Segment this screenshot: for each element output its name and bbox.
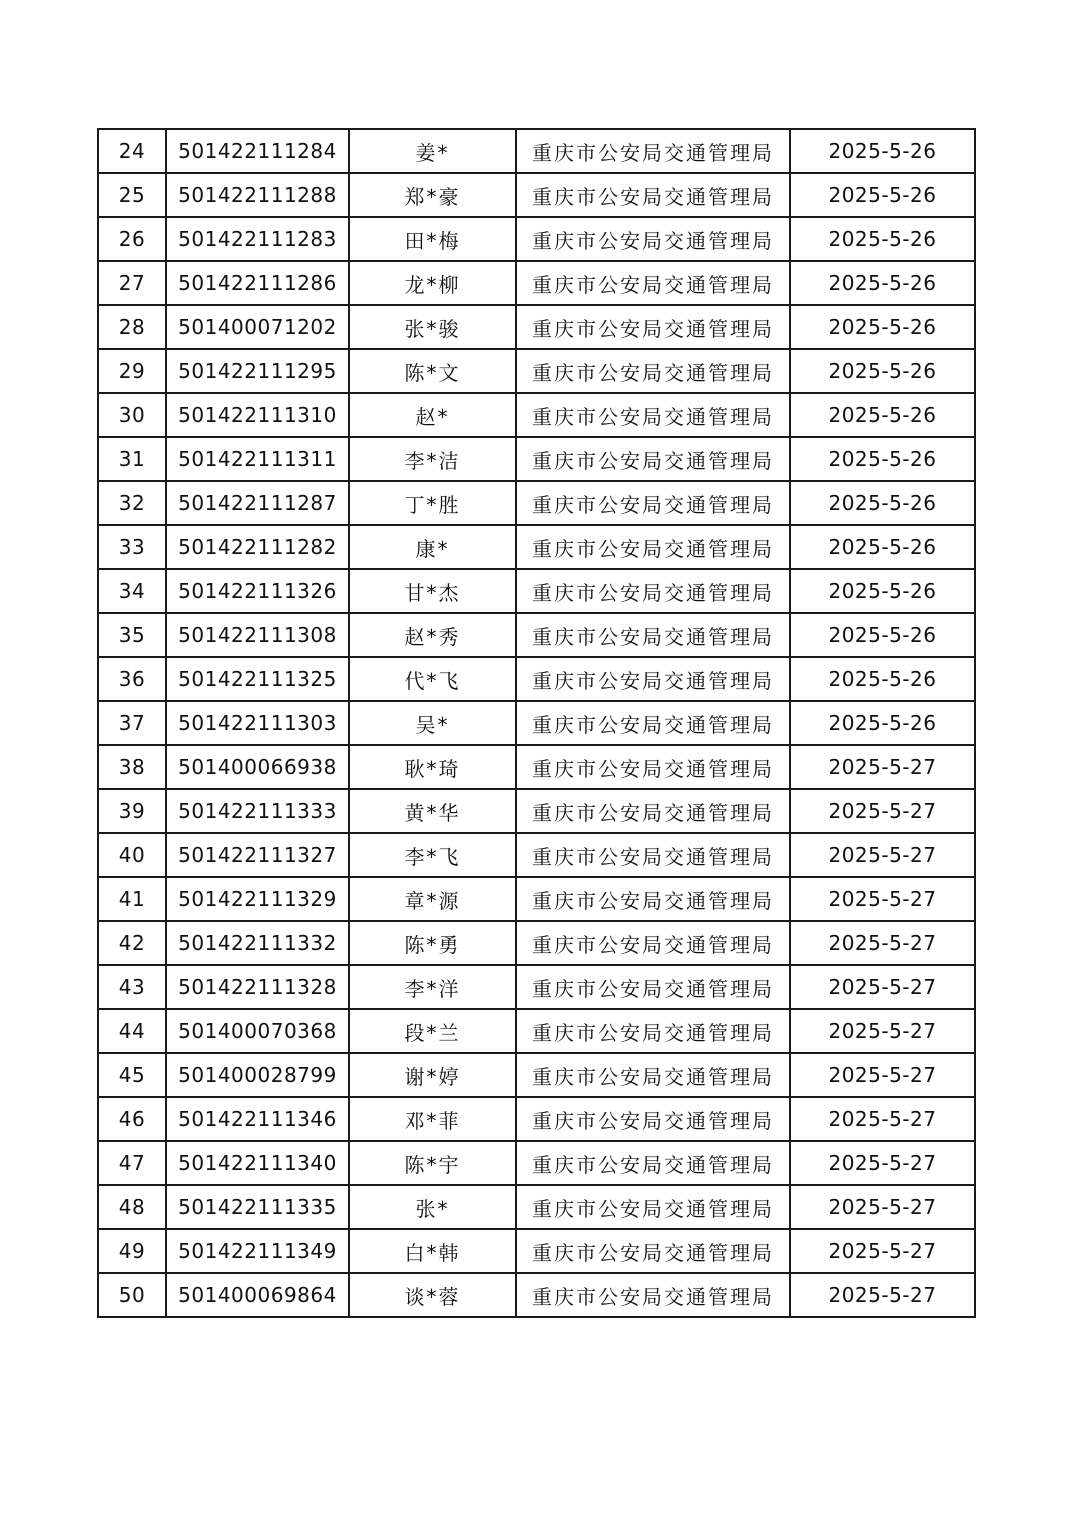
table-row bbox=[98, 129, 975, 173]
date-cell: 2025-5-27 bbox=[790, 965, 975, 1009]
person-name-cell: 耿*琦 bbox=[349, 745, 516, 789]
row-index-cell: 26 bbox=[98, 217, 166, 261]
agency-cell: 重庆市公安局交通管理局 bbox=[516, 789, 790, 833]
row-index-cell: 32 bbox=[98, 481, 166, 525]
table-row bbox=[98, 261, 975, 305]
agency-cell: 重庆市公安局交通管理局 bbox=[516, 217, 790, 261]
table-row bbox=[98, 1273, 975, 1317]
agency-cell: 重庆市公安局交通管理局 bbox=[516, 701, 790, 745]
table-row bbox=[98, 569, 975, 613]
date-cell: 2025-5-27 bbox=[790, 1097, 975, 1141]
row-index-cell: 35 bbox=[98, 613, 166, 657]
date-cell: 2025-5-27 bbox=[790, 1273, 975, 1317]
row-index-cell: 39 bbox=[98, 789, 166, 833]
record-code-cell: 501422111329 bbox=[166, 877, 349, 921]
row-index-cell: 24 bbox=[98, 129, 166, 173]
agency-cell: 重庆市公安局交通管理局 bbox=[516, 525, 790, 569]
agency-cell: 重庆市公安局交通管理局 bbox=[516, 1097, 790, 1141]
record-code-cell: 501422111286 bbox=[166, 261, 349, 305]
row-index-cell: 42 bbox=[98, 921, 166, 965]
date-cell: 2025-5-26 bbox=[790, 613, 975, 657]
agency-cell: 重庆市公安局交通管理局 bbox=[516, 481, 790, 525]
records-table-body bbox=[98, 129, 975, 1317]
person-name-cell: 章*源 bbox=[349, 877, 516, 921]
record-code-cell: 501422111340 bbox=[166, 1141, 349, 1185]
record-code-cell: 501422111327 bbox=[166, 833, 349, 877]
row-index-cell: 49 bbox=[98, 1229, 166, 1273]
date-cell: 2025-5-26 bbox=[790, 525, 975, 569]
record-code-cell: 501422111283 bbox=[166, 217, 349, 261]
date-cell: 2025-5-26 bbox=[790, 305, 975, 349]
agency-cell: 重庆市公安局交通管理局 bbox=[516, 1229, 790, 1273]
records-table bbox=[97, 128, 976, 1318]
person-name-cell: 段*兰 bbox=[349, 1009, 516, 1053]
row-index-cell: 45 bbox=[98, 1053, 166, 1097]
table-row bbox=[98, 877, 975, 921]
table-row bbox=[98, 833, 975, 877]
date-cell: 2025-5-27 bbox=[790, 833, 975, 877]
person-name-cell: 甘*杰 bbox=[349, 569, 516, 613]
date-cell: 2025-5-26 bbox=[790, 393, 975, 437]
person-name-cell: 龙*柳 bbox=[349, 261, 516, 305]
record-code-cell: 501400069864 bbox=[166, 1273, 349, 1317]
record-code-cell: 501422111282 bbox=[166, 525, 349, 569]
agency-cell: 重庆市公安局交通管理局 bbox=[516, 921, 790, 965]
agency-cell: 重庆市公安局交通管理局 bbox=[516, 569, 790, 613]
record-code-cell: 501422111287 bbox=[166, 481, 349, 525]
row-index-cell: 29 bbox=[98, 349, 166, 393]
date-cell: 2025-5-27 bbox=[790, 1185, 975, 1229]
person-name-cell: 康* bbox=[349, 525, 516, 569]
table-row bbox=[98, 1097, 975, 1141]
record-code-cell: 501422111326 bbox=[166, 569, 349, 613]
person-name-cell: 张* bbox=[349, 1185, 516, 1229]
row-index-cell: 38 bbox=[98, 745, 166, 789]
date-cell: 2025-5-26 bbox=[790, 349, 975, 393]
agency-cell: 重庆市公安局交通管理局 bbox=[516, 173, 790, 217]
row-index-cell: 41 bbox=[98, 877, 166, 921]
date-cell: 2025-5-27 bbox=[790, 789, 975, 833]
agency-cell: 重庆市公安局交通管理局 bbox=[516, 305, 790, 349]
table-row bbox=[98, 481, 975, 525]
person-name-cell: 代*飞 bbox=[349, 657, 516, 701]
agency-cell: 重庆市公安局交通管理局 bbox=[516, 965, 790, 1009]
row-index-cell: 28 bbox=[98, 305, 166, 349]
table-row bbox=[98, 393, 975, 437]
record-code-cell: 501400066938 bbox=[166, 745, 349, 789]
person-name-cell: 郑*豪 bbox=[349, 173, 516, 217]
person-name-cell: 李*洋 bbox=[349, 965, 516, 1009]
table-row bbox=[98, 349, 975, 393]
agency-cell: 重庆市公安局交通管理局 bbox=[516, 745, 790, 789]
row-index-cell: 36 bbox=[98, 657, 166, 701]
date-cell: 2025-5-26 bbox=[790, 173, 975, 217]
agency-cell: 重庆市公安局交通管理局 bbox=[516, 393, 790, 437]
record-code-cell: 501422111332 bbox=[166, 921, 349, 965]
agency-cell: 重庆市公安局交通管理局 bbox=[516, 1185, 790, 1229]
agency-cell: 重庆市公安局交通管理局 bbox=[516, 261, 790, 305]
date-cell: 2025-5-27 bbox=[790, 877, 975, 921]
record-code-cell: 501422111308 bbox=[166, 613, 349, 657]
row-index-cell: 40 bbox=[98, 833, 166, 877]
table-row bbox=[98, 921, 975, 965]
agency-cell: 重庆市公安局交通管理局 bbox=[516, 437, 790, 481]
date-cell: 2025-5-26 bbox=[790, 217, 975, 261]
record-code-cell: 501422111346 bbox=[166, 1097, 349, 1141]
date-cell: 2025-5-27 bbox=[790, 921, 975, 965]
agency-cell: 重庆市公安局交通管理局 bbox=[516, 1141, 790, 1185]
agency-cell: 重庆市公安局交通管理局 bbox=[516, 877, 790, 921]
person-name-cell: 田*梅 bbox=[349, 217, 516, 261]
person-name-cell: 陈*勇 bbox=[349, 921, 516, 965]
person-name-cell: 李*飞 bbox=[349, 833, 516, 877]
table-row bbox=[98, 437, 975, 481]
person-name-cell: 陈*宇 bbox=[349, 1141, 516, 1185]
row-index-cell: 30 bbox=[98, 393, 166, 437]
record-code-cell: 501422111284 bbox=[166, 129, 349, 173]
date-cell: 2025-5-27 bbox=[790, 1229, 975, 1273]
record-code-cell: 501422111333 bbox=[166, 789, 349, 833]
person-name-cell: 谢*婷 bbox=[349, 1053, 516, 1097]
person-name-cell: 白*韩 bbox=[349, 1229, 516, 1273]
row-index-cell: 31 bbox=[98, 437, 166, 481]
person-name-cell: 陈*文 bbox=[349, 349, 516, 393]
date-cell: 2025-5-26 bbox=[790, 481, 975, 525]
date-cell: 2025-5-26 bbox=[790, 701, 975, 745]
record-code-cell: 501422111295 bbox=[166, 349, 349, 393]
table-row bbox=[98, 1053, 975, 1097]
row-index-cell: 48 bbox=[98, 1185, 166, 1229]
record-code-cell: 501422111335 bbox=[166, 1185, 349, 1229]
table-row bbox=[98, 1141, 975, 1185]
table-row bbox=[98, 1229, 975, 1273]
agency-cell: 重庆市公安局交通管理局 bbox=[516, 1009, 790, 1053]
table-row bbox=[98, 745, 975, 789]
date-cell: 2025-5-27 bbox=[790, 1053, 975, 1097]
row-index-cell: 34 bbox=[98, 569, 166, 613]
table-row bbox=[98, 613, 975, 657]
agency-cell: 重庆市公安局交通管理局 bbox=[516, 657, 790, 701]
record-code-cell: 501422111310 bbox=[166, 393, 349, 437]
record-code-cell: 501400028799 bbox=[166, 1053, 349, 1097]
row-index-cell: 37 bbox=[98, 701, 166, 745]
agency-cell: 重庆市公安局交通管理局 bbox=[516, 613, 790, 657]
table-row bbox=[98, 173, 975, 217]
record-code-cell: 501422111311 bbox=[166, 437, 349, 481]
row-index-cell: 25 bbox=[98, 173, 166, 217]
table-row bbox=[98, 789, 975, 833]
record-code-cell: 501422111328 bbox=[166, 965, 349, 1009]
record-code-cell: 501422111288 bbox=[166, 173, 349, 217]
table-row bbox=[98, 305, 975, 349]
row-index-cell: 44 bbox=[98, 1009, 166, 1053]
record-code-cell: 501422111303 bbox=[166, 701, 349, 745]
person-name-cell: 张*骏 bbox=[349, 305, 516, 349]
table-row bbox=[98, 1009, 975, 1053]
table-row bbox=[98, 217, 975, 261]
row-index-cell: 46 bbox=[98, 1097, 166, 1141]
date-cell: 2025-5-26 bbox=[790, 261, 975, 305]
table-row bbox=[98, 701, 975, 745]
agency-cell: 重庆市公安局交通管理局 bbox=[516, 1053, 790, 1097]
person-name-cell: 李*洁 bbox=[349, 437, 516, 481]
person-name-cell: 赵* bbox=[349, 393, 516, 437]
person-name-cell: 赵*秀 bbox=[349, 613, 516, 657]
row-index-cell: 33 bbox=[98, 525, 166, 569]
record-code-cell: 501422111349 bbox=[166, 1229, 349, 1273]
agency-cell: 重庆市公安局交通管理局 bbox=[516, 129, 790, 173]
person-name-cell: 邓*菲 bbox=[349, 1097, 516, 1141]
person-name-cell: 姜* bbox=[349, 129, 516, 173]
person-name-cell: 丁*胜 bbox=[349, 481, 516, 525]
date-cell: 2025-5-27 bbox=[790, 745, 975, 789]
date-cell: 2025-5-26 bbox=[790, 437, 975, 481]
row-index-cell: 47 bbox=[98, 1141, 166, 1185]
person-name-cell: 黄*华 bbox=[349, 789, 516, 833]
table-row bbox=[98, 965, 975, 1009]
date-cell: 2025-5-27 bbox=[790, 1009, 975, 1053]
row-index-cell: 27 bbox=[98, 261, 166, 305]
table-row bbox=[98, 657, 975, 701]
date-cell: 2025-5-26 bbox=[790, 129, 975, 173]
person-name-cell: 吴* bbox=[349, 701, 516, 745]
date-cell: 2025-5-27 bbox=[790, 1141, 975, 1185]
row-index-cell: 50 bbox=[98, 1273, 166, 1317]
agency-cell: 重庆市公安局交通管理局 bbox=[516, 833, 790, 877]
table-row bbox=[98, 525, 975, 569]
date-cell: 2025-5-26 bbox=[790, 569, 975, 613]
table-row bbox=[98, 1185, 975, 1229]
agency-cell: 重庆市公安局交通管理局 bbox=[516, 349, 790, 393]
record-code-cell: 501400070368 bbox=[166, 1009, 349, 1053]
person-name-cell: 谈*蓉 bbox=[349, 1273, 516, 1317]
record-code-cell: 501422111325 bbox=[166, 657, 349, 701]
row-index-cell: 43 bbox=[98, 965, 166, 1009]
agency-cell: 重庆市公安局交通管理局 bbox=[516, 1273, 790, 1317]
date-cell: 2025-5-26 bbox=[790, 657, 975, 701]
record-code-cell: 501400071202 bbox=[166, 305, 349, 349]
